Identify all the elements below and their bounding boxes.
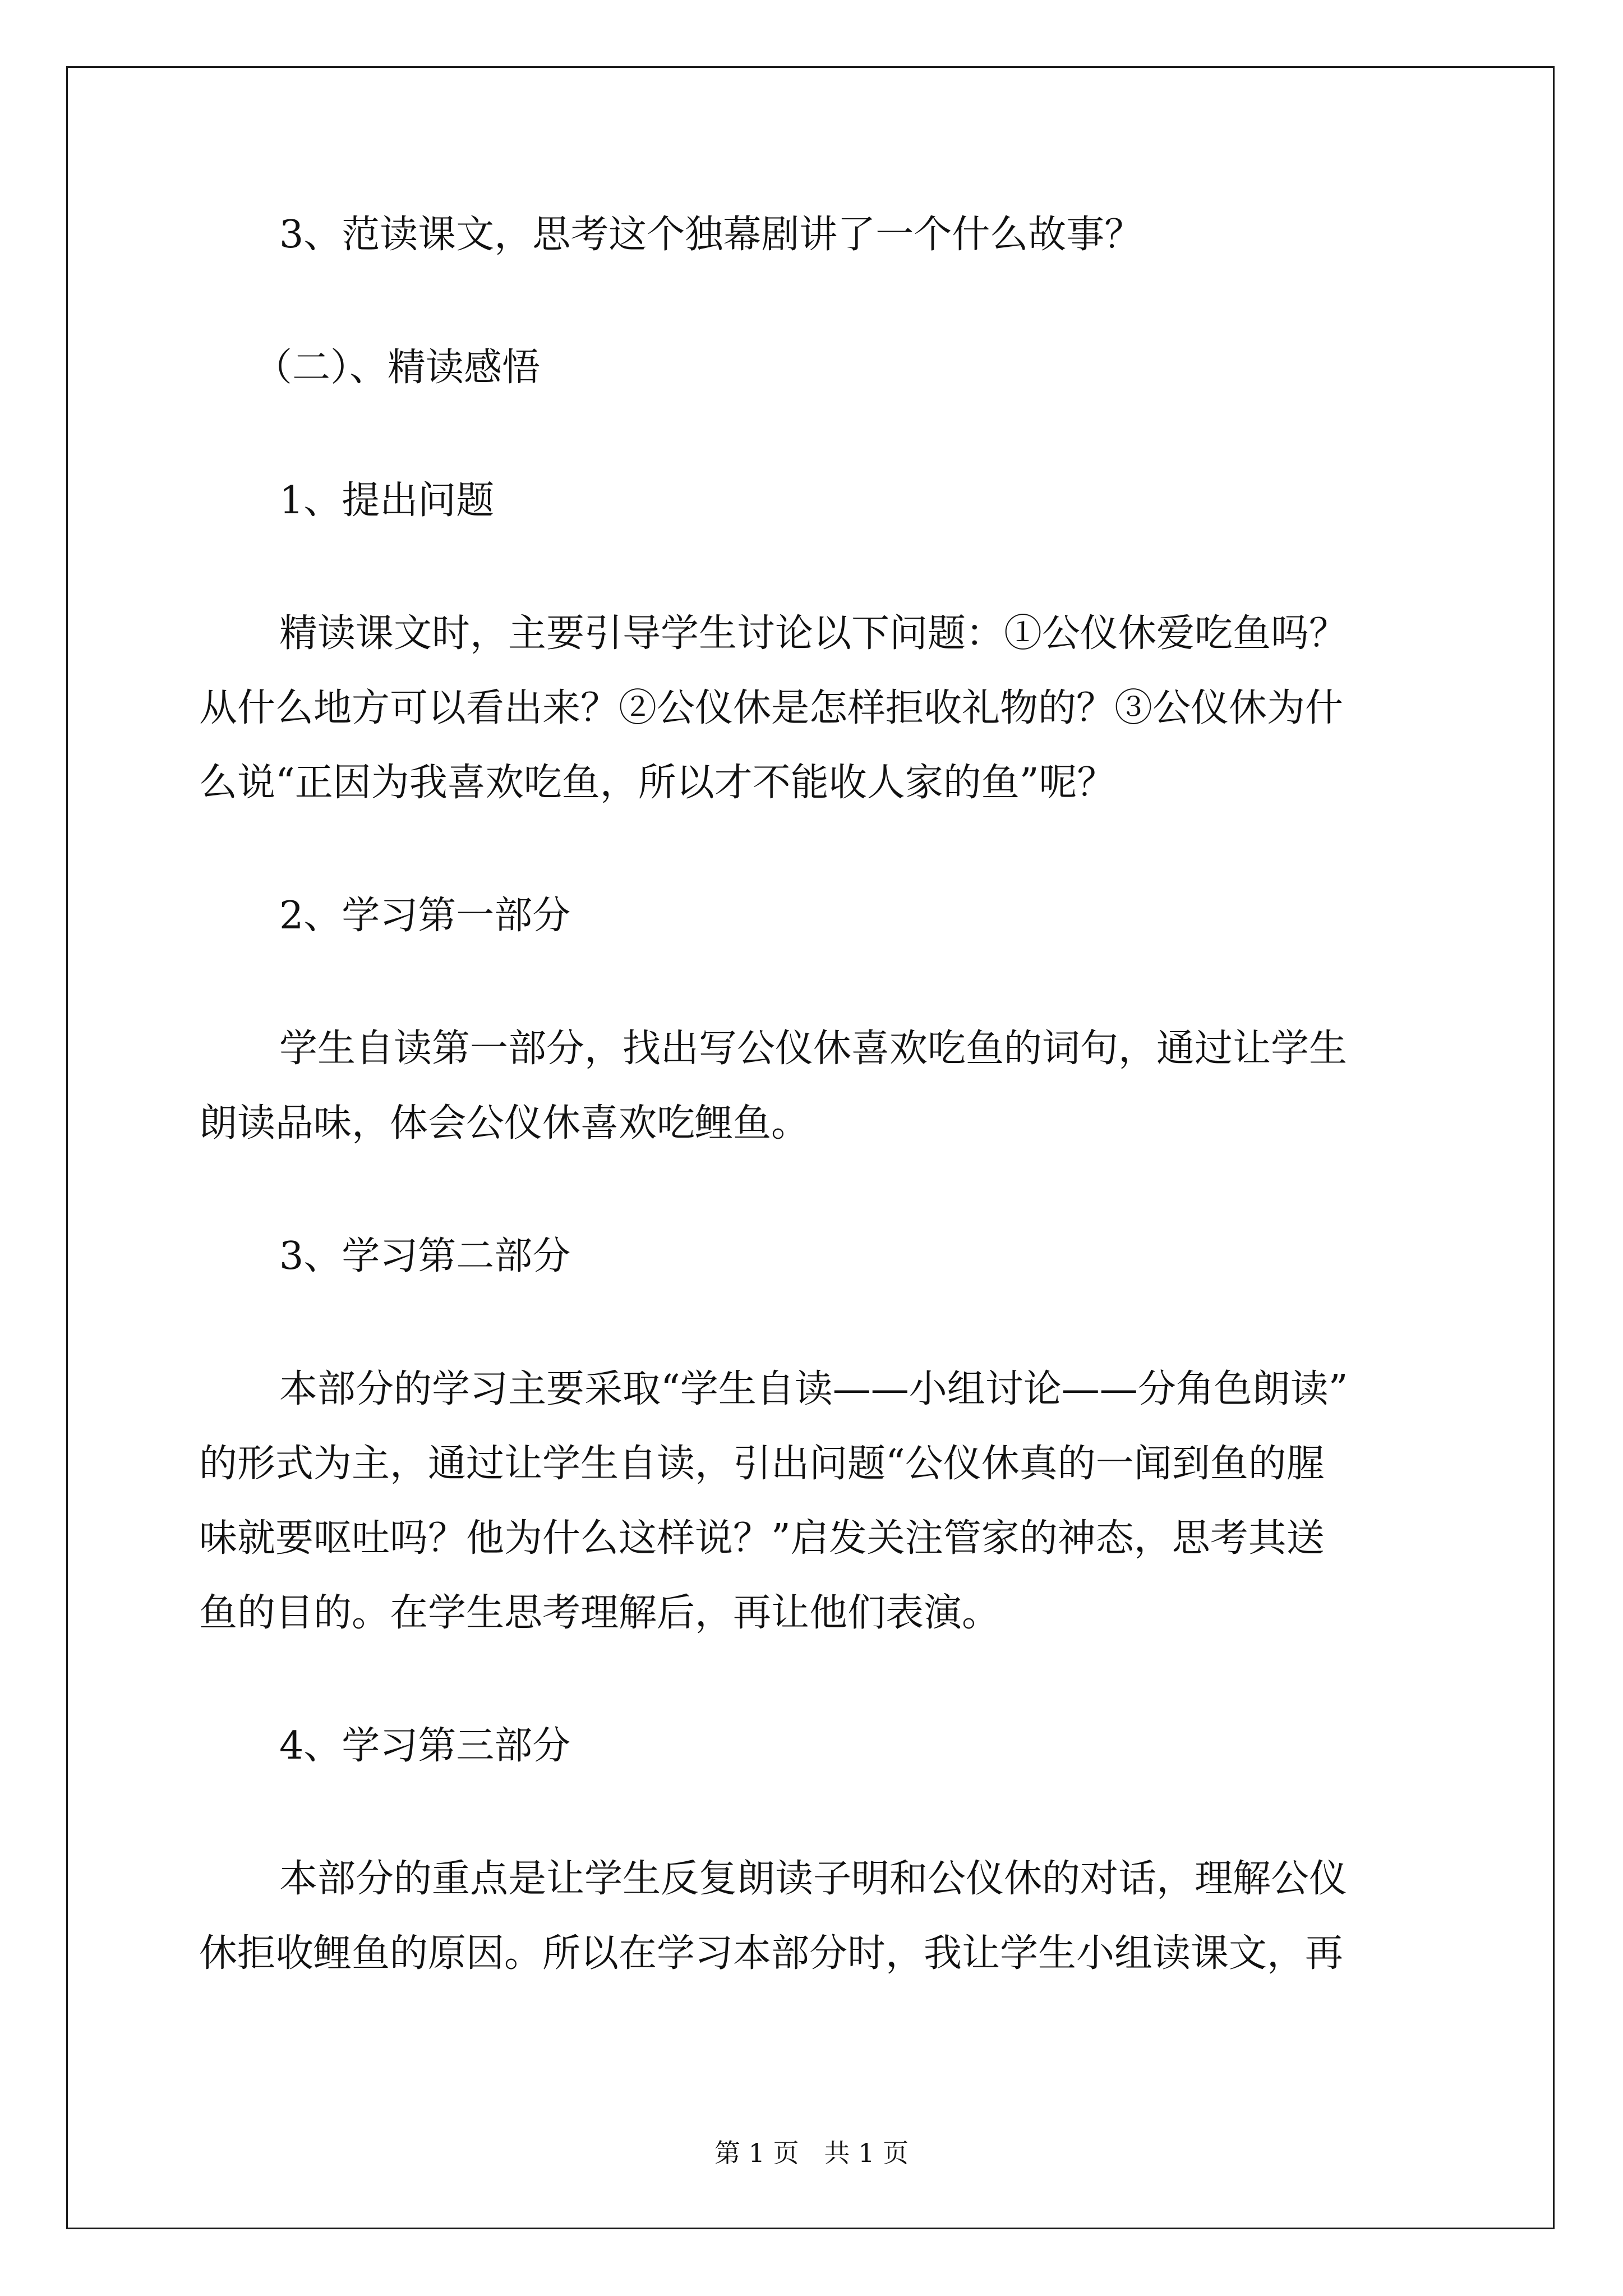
paragraph-line: 味就要呕吐吗？他为什么这样说？”启发关注管家的神态，思考其送 xyxy=(199,1516,1325,1561)
subsection-heading: 1、提出问题 xyxy=(279,478,495,523)
subsection-heading: 3、学习第二部分 xyxy=(279,1234,571,1278)
paragraph-line: 3、范读课文，思考这个独幕剧讲了一个什么故事？ xyxy=(279,213,1143,257)
paragraph-line: 的形式为主，通过让学生自读，引出问题“公仪休真的一闻到鱼的腥 xyxy=(199,1442,1325,1486)
page-number: 第 1 页 xyxy=(714,2138,799,2168)
page-footer xyxy=(0,2140,1623,2166)
paragraph-line: 朗读品味，体会公仪休喜欢吃鲤鱼。 xyxy=(199,1101,810,1145)
document-body xyxy=(199,213,1433,2068)
subsection-heading: 2、学习第一部分 xyxy=(279,894,571,938)
paragraph-line: 从什么地方可以看出来？②公仪休是怎样拒收礼物的？③公仪休为什 xyxy=(199,686,1344,730)
paragraph-line: 么说“正因为我喜欢吃鱼，所以才不能收人家的鱼”呢？ xyxy=(199,761,1115,805)
page-total: 共 1 页 xyxy=(824,2138,909,2168)
paragraph-line: 本部分的重点是让学生反复朗读子明和公仪休的对话，理解公仪 xyxy=(279,1857,1348,1901)
paragraph-line: 休拒收鲤鱼的原因。所以在学习本部分时，我让学生小组读课文，再 xyxy=(199,1931,1344,1976)
paragraph-line: 鱼的目的。在学生思考理解后，再让他们表演。 xyxy=(199,1591,1000,1635)
paragraph-line: 精读课文时，主要引导学生讨论以下问题：①公仪休爱吃鱼吗？ xyxy=(279,611,1348,656)
subsection-heading: 4、学习第三部分 xyxy=(279,1724,571,1768)
paragraph-line: 本部分的学习主要采取“学生自读——小组讨论——分角色朗读” xyxy=(279,1367,1348,1411)
paragraph-line: 学生自读第一部分，找出写公仪休喜欢吃鱼的词句，通过让学生 xyxy=(279,1027,1348,1071)
section-heading: （二）、精读感悟 xyxy=(254,346,541,390)
